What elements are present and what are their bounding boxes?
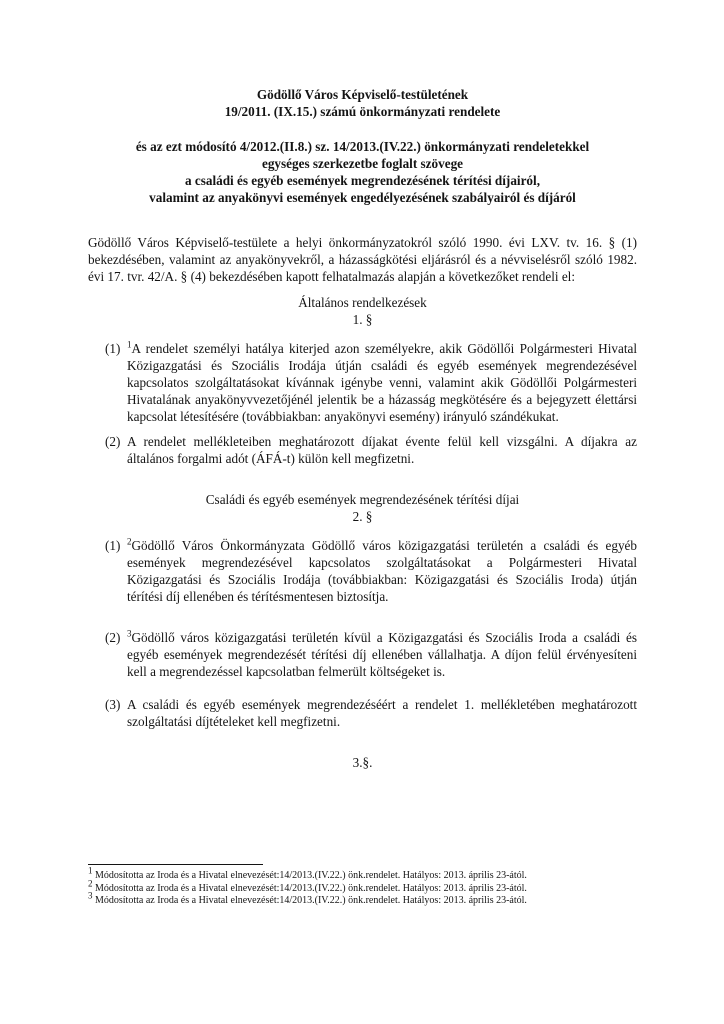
footnote-separator: [88, 864, 263, 865]
paragraph-text: Gödöllő Város Önkormányzata Gödöllő város közigazgatási területén a családi és egyéb események megrendezésével kapcsolatos szolgáltatásokat a Polgármesteri Hivatal Közigazgatási és Szociális Irodája (továbbiakban: Közigazgatási és Szociális Iroda) útján térítési díj ellenében és térítésmentesen biztosítja.: [127, 538, 637, 604]
numbered-paragraph: [88, 696, 637, 730]
footnote: [88, 890, 637, 908]
document-title-line-2: 19/2011. (IX.15.) számú önkormányzati rendelete: [224, 104, 501, 119]
document-title-line-1: Gödöllő Város Képviselő-testületének: [256, 87, 469, 102]
paragraph-body: [127, 433, 637, 467]
footnote: [88, 865, 637, 883]
footnote-reference: 1: [127, 339, 132, 350]
paragraph-text: A családi és egyéb események megrendezéséért a rendelet 1. mellékletében meghatározott szolgáltatási díjtételeket kell megfizetni.: [127, 697, 637, 729]
paragraph-text: Gödöllő város közigazgatási területén kívül a Közigazgatási és Szociális Iroda a családi és egyéb események megrendezését térítési díj ellenében vállalhatja. A díjon felül érvényesíteni kell a megrendezéssel kapcsolatban felmerült költségeket is.: [127, 630, 637, 679]
paragraph-text: A rendelet mellékleteiben meghatározott díjakat évente felül kell vizsgálni. A díjakra az általános forgalmi adót (ÁFÁ-t) külön kell megfizetni.: [127, 434, 637, 466]
footnote-text: Módosította az Iroda és a Hivatal elnevezését:14/2013.(IV.22.) önk.rendelet. Hatályos: 2013. április 23-ától.: [95, 895, 527, 906]
section-3-number: 3.§.: [352, 755, 373, 770]
footnote-marker: 2: [88, 878, 93, 889]
section-1-heading: Általános rendelkezések: [298, 295, 427, 310]
section-2-heading: Családi és egyéb események megrendezésének térítési díjai: [205, 492, 520, 507]
preamble-paragraph: Gödöllő Város Képviselő-testülete a helyi önkormányzatokról szóló 1990. évi LXV. tv. 16. § (1) bekezdésében, valamint az anyakönyvekről, a házasságkötési eljárásról és a névviselésről szóló 1982. évi 17. tvr. 42/A. § (4) bekezdésében kapott felhatalmazás alapján a következőket rendeli el:: [88, 235, 637, 284]
paragraph-body: [127, 696, 637, 730]
footnote-text: Módosította az Iroda és a Hivatal elnevezését:14/2013.(IV.22.) önk.rendelet. Hatályos: 2013. április 23-ától.: [95, 870, 527, 881]
paragraph-marker: (3): [105, 697, 121, 712]
footnote-reference: 2: [127, 536, 132, 547]
paragraph-body: [127, 340, 637, 425]
footnote: [88, 878, 637, 896]
document-subtitle-line-4: valamint az anyakönyvi események engedélyezésének szabályairól és díjáról: [149, 190, 576, 205]
footnote-marker: 3: [88, 890, 93, 901]
paragraph-marker: (2): [105, 434, 121, 449]
numbered-paragraph: [88, 433, 637, 467]
footnote-text: Módosította az Iroda és a Hivatal elnevezését:14/2013.(IV.22.) önk.rendelet. Hatályos: 2013. április 23-ától.: [95, 882, 527, 894]
document-subtitle: [88, 138, 637, 206]
paragraph-marker: (2): [105, 630, 121, 645]
paragraph-marker: (1): [105, 341, 121, 356]
paragraph-marker: (1): [105, 538, 121, 553]
paragraph-body: [127, 537, 637, 605]
numbered-paragraph: [88, 629, 637, 680]
document-subtitle-line-1: és az ezt módosító 4/2012.(II.8.) sz. 14/2013.(IV.22.) önkormányzati rendeletekkel: [135, 139, 590, 154]
footnotes-area: [88, 864, 637, 908]
document-title: [88, 86, 637, 120]
numbered-paragraph: [88, 537, 637, 605]
document-subtitle-line-3: a családi és egyéb események megrendezésének térítési díjairól,: [184, 173, 540, 188]
document-subtitle-line-2: egységes szerkezetbe foglalt szövege: [261, 156, 464, 171]
section-2-number: 2. §: [352, 509, 373, 524]
footnote-marker: 1: [88, 865, 93, 876]
paragraph-text: A rendelet személyi hatálya kiterjed azon személyekre, akik Gödöllői Polgármesteri Hivatal Közigazgatási és Szociális Irodája útján családi és egyéb események megrendezésével kapcsolatos szolgáltatásokat kívánnak igénybe venni, valamint akik Gödöllői Polgármesteri Hivatalának anyakönyvvezetőjénél jelentik be a házasság megkötésére és a bejegyzett élettársi kapcsolat létesítésére (továbbiakban: anyakönyvi esemény) irányuló szándékukat.: [127, 341, 637, 424]
paragraph-body: [127, 629, 637, 680]
footnote-reference: 3: [127, 628, 132, 639]
section-1-number: 1. §: [352, 312, 373, 327]
numbered-paragraph: [88, 340, 637, 425]
